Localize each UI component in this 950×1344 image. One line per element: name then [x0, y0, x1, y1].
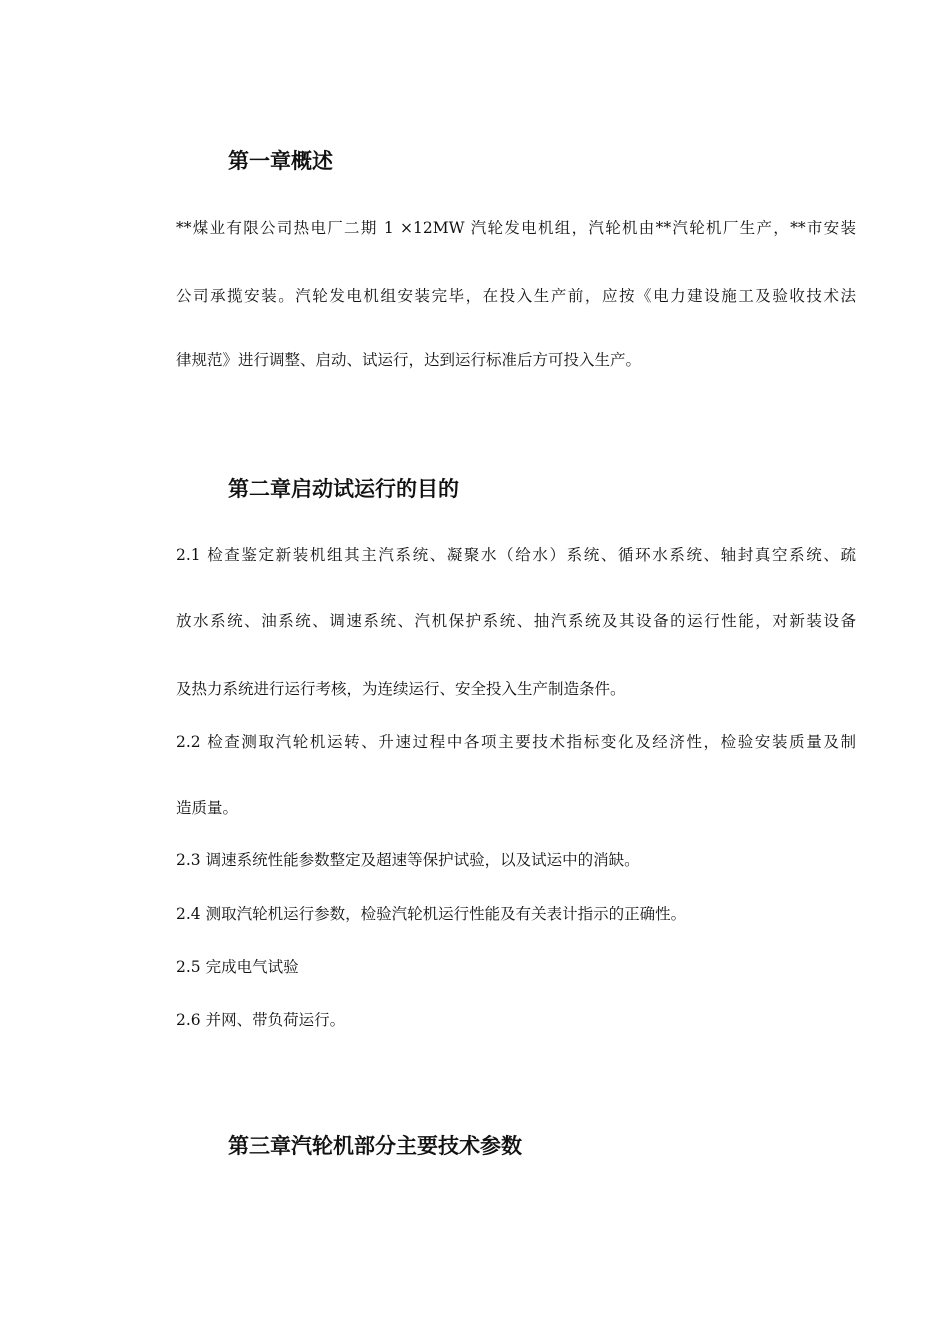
item-2-5: 2.5 完成电气试验 — [176, 958, 299, 976]
chapter-3-title: 第三章汽轮机部分主要技术参数 — [228, 1134, 522, 1158]
chapter-2-title: 第二章启动试运行的目的 — [228, 477, 459, 501]
chapter-1-title: 第一章概述 — [228, 149, 333, 173]
item-2-1-line-1: 2.1 检查鉴定新装机组其主汽系统、凝聚水（给水）系统、循环水系统、轴封真空系统、疏 — [176, 546, 856, 564]
item-2-6: 2.6 并网、带负荷运行。 — [176, 1011, 346, 1029]
chapter-1-line-2: 公司承揽安装。汽轮发电机组安装完毕，在投入生产前，应按《电力建设施工及验收技术法 — [176, 287, 856, 305]
item-2-2-line-1: 2.2 检查测取汽轮机运转、升速过程中各项主要技术指标变化及经济性，检验安装质量及制 — [176, 733, 856, 751]
item-2-1-line-3: 及热力系统进行运行考核，为连续运行、安全投入生产制造条件。 — [176, 680, 626, 698]
chapter-1-line-1: **煤业有限公司热电厂二期 1 ×12MW 汽轮发电机组，汽轮机由**汽轮机厂生产，**市安装 — [176, 219, 856, 237]
item-2-2-line-2: 造质量。 — [176, 799, 239, 817]
item-2-1-line-2: 放水系统、油系统、调速系统、汽机保护系统、抽汽系统及其设备的运行性能，对新装设备 — [176, 612, 856, 630]
item-2-3: 2.3 调速系统性能参数整定及超速等保护试验，以及试运中的消缺。 — [176, 851, 640, 869]
item-2-4: 2.4 测取汽轮机运行参数，检验汽轮机运行性能及有关表计指示的正确性。 — [176, 905, 687, 923]
chapter-1-line-3: 律规范》进行调整、启动、试运行，达到运行标准后方可投入生产。 — [176, 351, 642, 369]
